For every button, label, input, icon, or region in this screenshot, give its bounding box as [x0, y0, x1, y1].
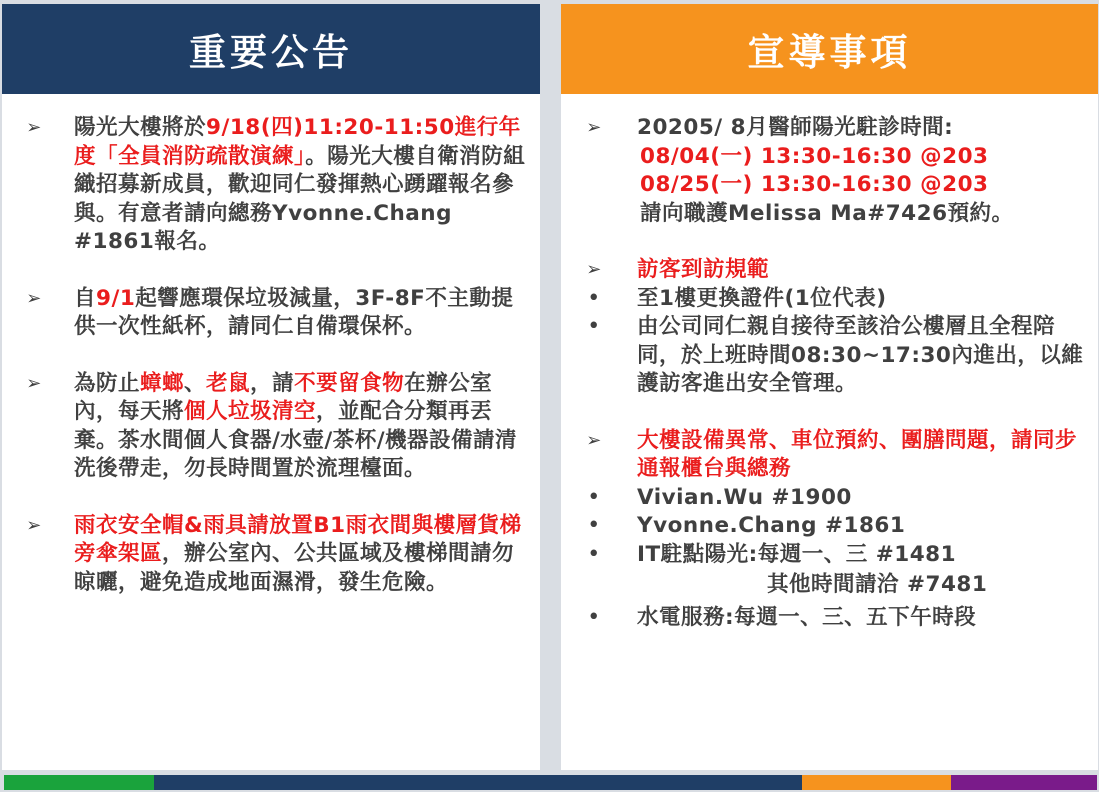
- visitor-rule: 由公司同仁親自接待至該洽公樓層且全程陪同，於上班時間08:30~17:30內進出，以維護訪客進出安全管理。: [637, 314, 1084, 396]
- arrow-bullet-icon: ➢: [586, 429, 602, 451]
- dot-bullet-icon: •: [587, 285, 601, 311]
- contact-line-extra: 其他時間請洽 #7481: [767, 572, 988, 597]
- announcements-list: [2, 94, 540, 597]
- advocacy-list: [561, 94, 1098, 632]
- highlight-text: 老鼠: [206, 370, 251, 396]
- body-text: 。陽光大樓自衛消防組織招募新成員，歡迎同仁發揮熱心踴躍報名參與。有意者請向總務Yvonne.Chang #1861報名。: [74, 143, 526, 254]
- highlight-text: 9/18(四)11:20-11:50進行年度「全員消防疏散演練」: [74, 115, 521, 169]
- body-text: 陽光大樓將於: [74, 115, 207, 140]
- contact-line: 水電服務:每週一、三、五下午時段: [637, 604, 977, 630]
- facility-heading: 大樓設備異常、車位預約、團膳問題，請同步通報櫃台與總務: [637, 427, 1078, 481]
- announcement-item: [22, 370, 534, 484]
- arrow-bullet-icon: ➢: [26, 372, 42, 394]
- body-text: 、: [184, 370, 207, 396]
- dot-bullet-icon: •: [587, 541, 601, 567]
- announcement-text: [74, 512, 534, 598]
- list-item: [582, 512, 1097, 541]
- dot-bullet-icon: •: [587, 484, 601, 510]
- arrow-bullet-icon: ➢: [586, 259, 602, 280]
- footer-bar-orange: [802, 775, 951, 790]
- body-text: ，請: [250, 370, 295, 396]
- body-text: ，辦公室內、公共區域及樓梯間請勿晾曬，避免造成地面濕滑，發生危險。: [74, 541, 515, 595]
- announcement-text: [74, 285, 534, 342]
- visitor-item: [582, 256, 1097, 285]
- clinic-slot: 08/04(一) 13:30-16:30 @203: [640, 143, 989, 169]
- announcement-item: [22, 285, 534, 342]
- clinic-heading: 20205/ 8月醫師陽光駐診時間:: [637, 115, 954, 140]
- clinic-item: [582, 114, 1097, 228]
- list-item: [582, 313, 1097, 399]
- visitor-heading: 訪客到訪規範: [637, 257, 770, 282]
- contact-line: Vivian.Wu #1900: [637, 484, 852, 510]
- highlight-text: 9/1: [96, 285, 136, 311]
- clinic-slot: 08/25(一) 13:30-16:30 @203: [640, 172, 989, 197]
- announcements-title: 重要公告: [2, 4, 540, 94]
- clinic-note: 請向職護Melissa Ma#7426預約。: [640, 200, 1014, 226]
- arrow-bullet-icon: ➢: [26, 287, 42, 309]
- arrow-bullet-icon: ➢: [26, 117, 42, 138]
- announcement-item: [22, 512, 534, 598]
- announcement-item: [22, 114, 534, 257]
- announcements-panel: [2, 4, 540, 770]
- arrow-bullet-icon: ➢: [26, 514, 42, 536]
- arrow-bullet-icon: ➢: [586, 117, 602, 138]
- footer-bar-green: [4, 775, 154, 790]
- dot-bullet-icon: •: [587, 513, 601, 538]
- advocacy-title: 宣導事項: [561, 4, 1098, 94]
- visitor-rule: 至1樓更換證件(1位代表): [637, 285, 887, 311]
- body-text: ，並配合分類再丟棄。茶水間個人食器/水壺/茶杯/機器設備請清洗後帶走，勿長時間置於流理檯面。: [74, 399, 518, 481]
- highlight-text: 雨衣安全帽&雨具請放置B1雨衣間與樓層貨梯旁傘架區: [74, 512, 522, 566]
- contact-line: IT駐點陽光:每週一、三 #1481: [637, 541, 957, 567]
- footer-bar-navy: [154, 775, 802, 790]
- dot-bullet-icon: •: [587, 314, 601, 339]
- highlight-text: 蟑螂: [140, 370, 185, 396]
- body-text: 自: [74, 285, 97, 311]
- list-item: [582, 541, 1097, 600]
- facility-item: [582, 427, 1097, 484]
- list-item: [582, 484, 1097, 513]
- body-text: 在辦公室內，每天將: [74, 370, 493, 424]
- highlight-text: 不要留食物: [294, 370, 405, 396]
- list-item: [582, 285, 1097, 314]
- announcement-text: [74, 114, 534, 257]
- footer-bar-purple: [951, 775, 1097, 790]
- contact-line: Yvonne.Chang #1861: [637, 513, 906, 538]
- list-item: [582, 604, 1097, 633]
- highlight-text: 個人垃圾清空: [184, 399, 317, 424]
- announcement-text: [74, 370, 534, 484]
- dot-bullet-icon: •: [587, 604, 601, 630]
- advocacy-panel: [561, 4, 1098, 770]
- body-text: 為防止: [74, 370, 141, 396]
- body-text: 起響應環保垃圾減量，3F-8F不主動提供一次性紙杯，請同仁自備環保杯。: [74, 285, 514, 339]
